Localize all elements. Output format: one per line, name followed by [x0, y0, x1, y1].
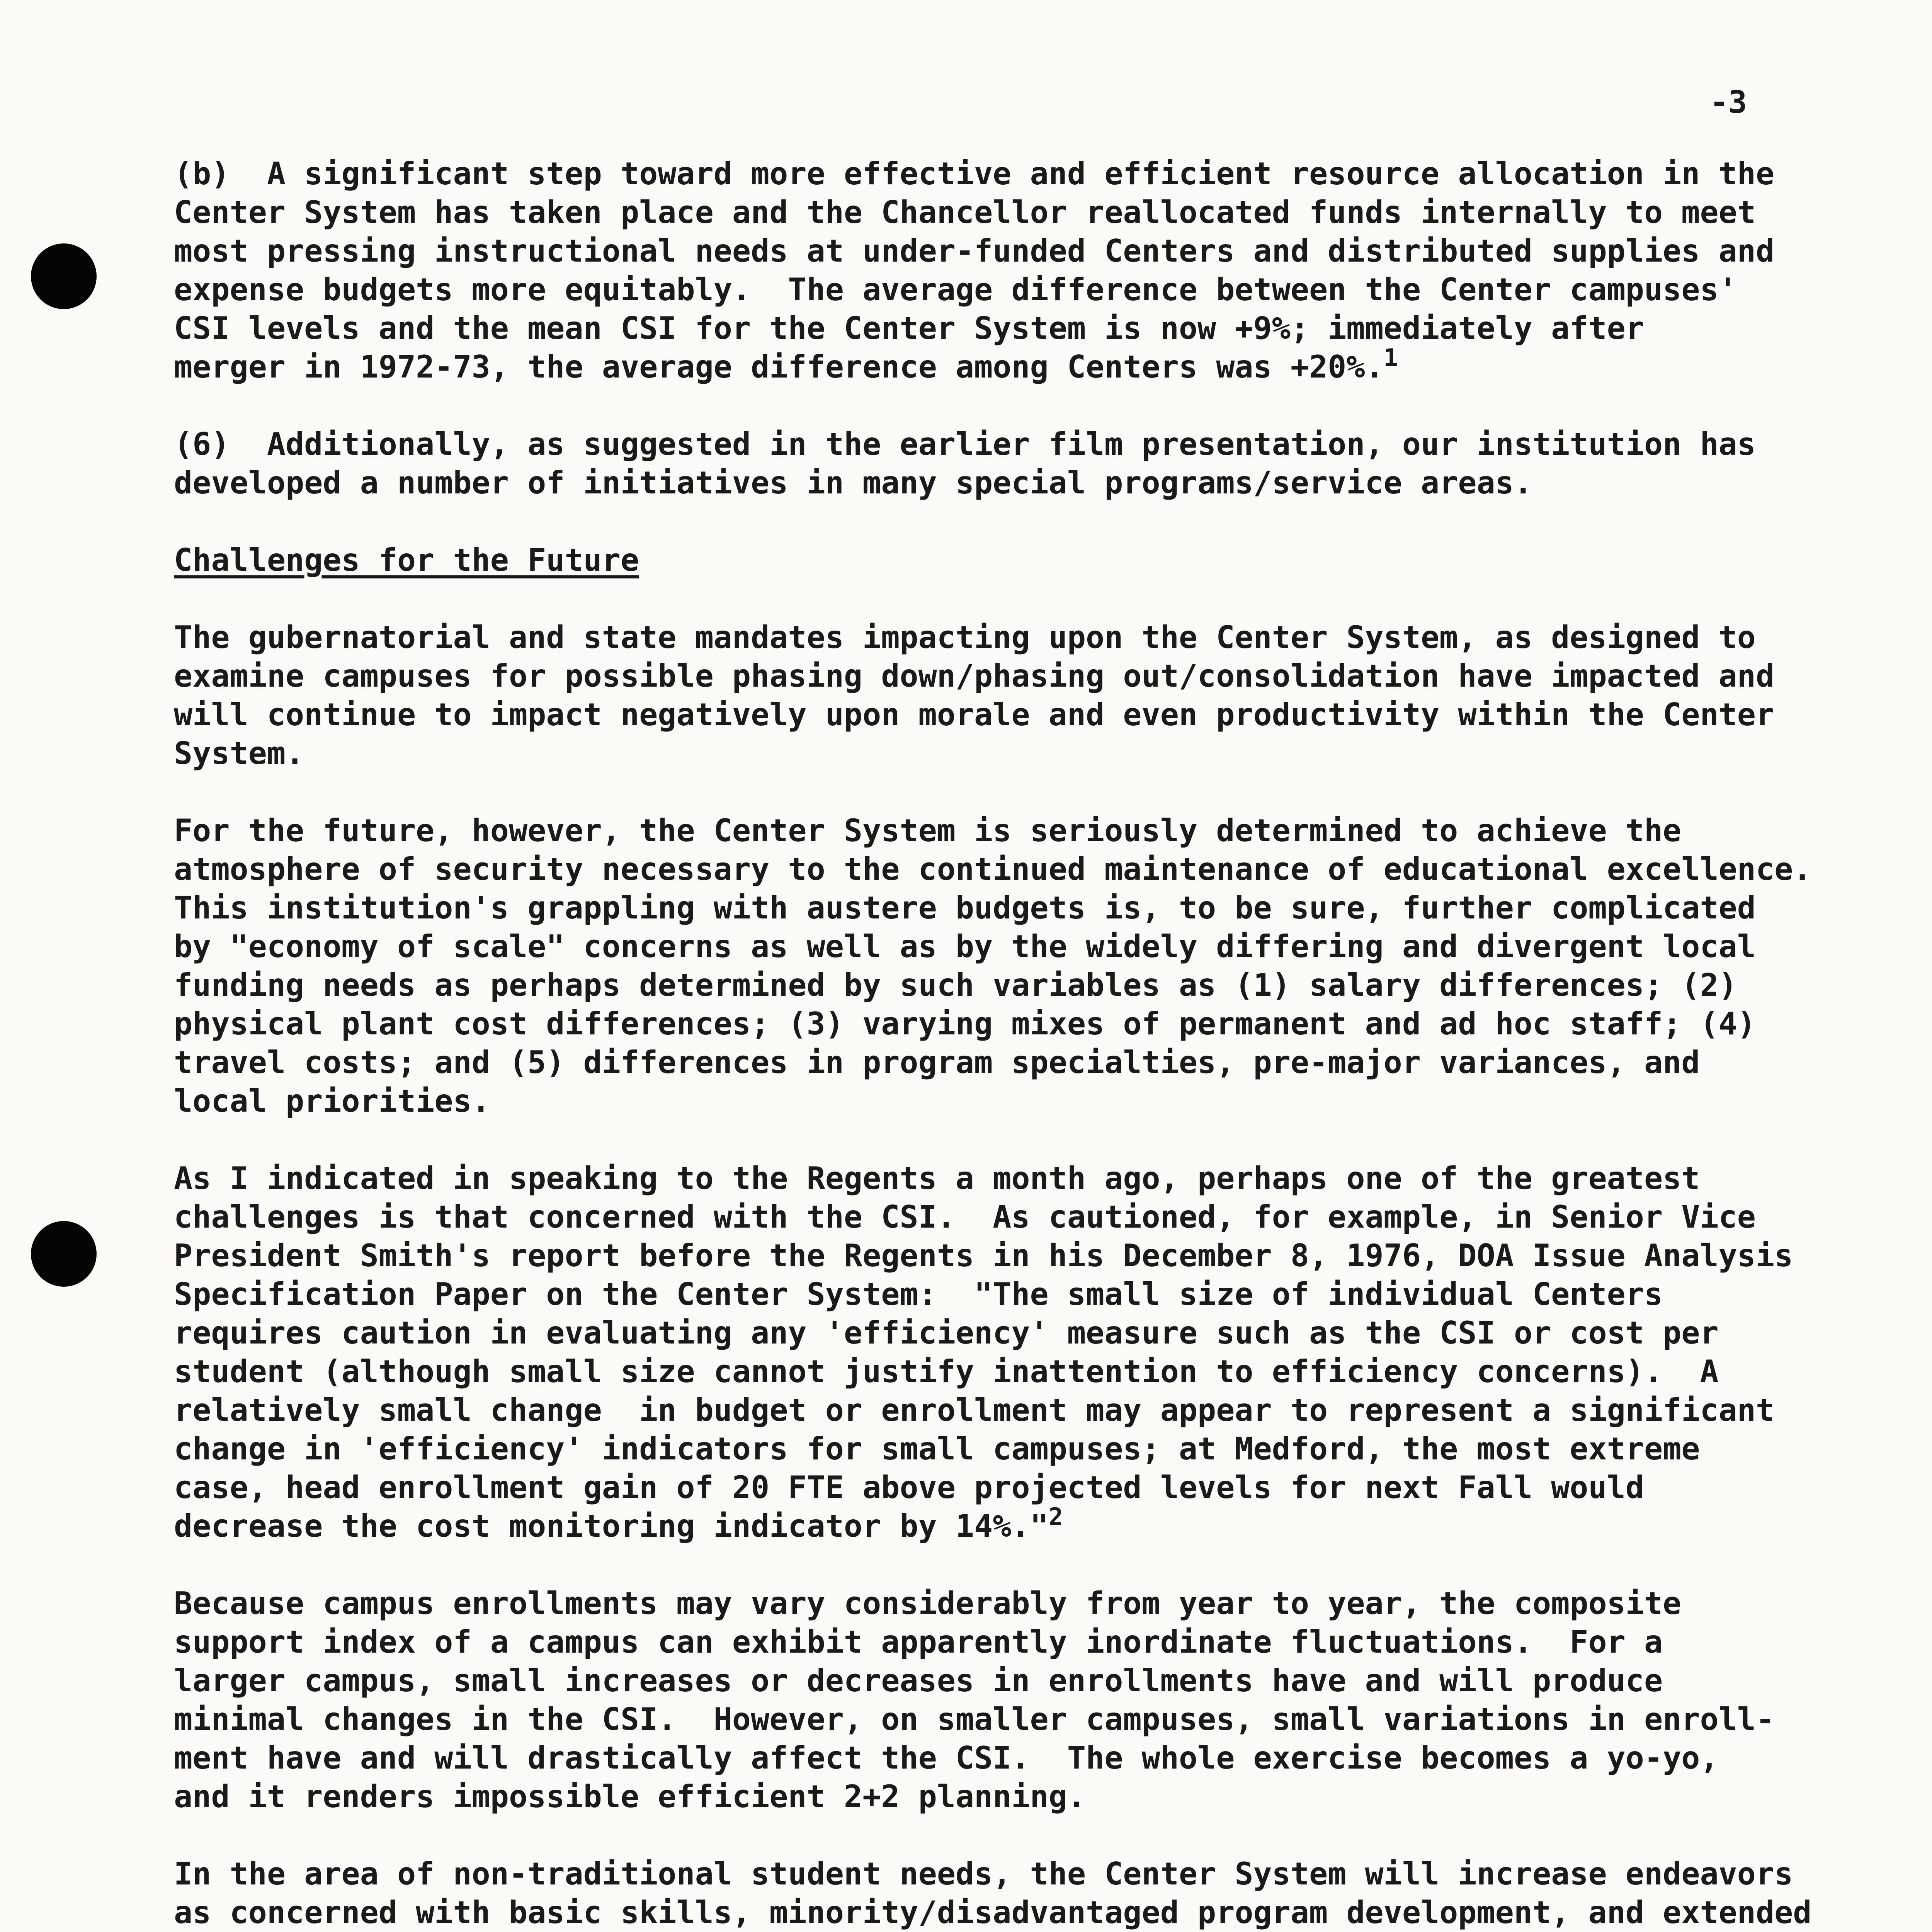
text-line: local priorities.: [174, 1083, 490, 1119]
section-heading-wrapper: [174, 541, 1889, 618]
text-line: Center System has taken place and the Chancellor reallocated funds internally to meet: [174, 194, 1756, 230]
text-line: relatively small change in budget or enrollment may appear to represent a significant: [174, 1392, 1775, 1428]
text-line: larger campus, small increases or decreases in enrollments have and will produce: [174, 1663, 1663, 1699]
paragraph-future-security: [174, 811, 1889, 1121]
punch-hole-middle: [31, 1221, 97, 1287]
paragraph-enrollment-fluctuations: [174, 1584, 1889, 1816]
text-line: This institution's grappling with austere budgets is, to be sure, further complicated: [174, 890, 1756, 926]
text-line: requires caution in evaluating any 'efficiency' measure such as the CSI or cost per: [174, 1315, 1719, 1351]
paragraph-6-initiatives: [174, 425, 1889, 502]
text-line: For the future, however, the Center System is seriously determined to achieve the: [174, 813, 1682, 849]
text-line: developed a number of initiatives in many special programs/service areas.: [174, 465, 1532, 501]
text-line: most pressing instructional needs at under-funded Centers and distributed supplies and: [174, 233, 1775, 269]
text-line: Because campus enrollments may vary considerably from year to year, the composite: [174, 1585, 1682, 1621]
page-number: -3: [1710, 84, 1747, 120]
text-line: and it renders impossible efficient 2+2 planning.: [174, 1779, 1086, 1815]
text-line: funding needs as perhaps determined by such variables as (1) salary differences; (2): [174, 967, 1737, 1003]
text-line: (6) Additionally, as suggested in the earlier film presentation, our institution has: [174, 426, 1756, 462]
text-line: In the area of non-traditional student needs, the Center System will increase endeavors: [174, 1856, 1793, 1892]
text-line: [174, 344, 1889, 386]
text-line: minimal changes in the CSI. However, on smaller campuses, small variations in enroll-: [174, 1701, 1775, 1737]
footnote-ref-2: 2: [1048, 1503, 1063, 1531]
paragraph-gubernatorial-mandates: [174, 618, 1889, 773]
text-line: (b) A significant step toward more effective and efficient resource allocation in the: [174, 156, 1775, 192]
text-line-content: decrease the cost monitoring indicator by 14%.": [174, 1508, 1049, 1544]
text-line: expense budgets more equitably. The average difference between the Center campuses': [174, 272, 1737, 308]
text-line: The gubernatorial and state mandates impacting upon the Center System, as designed to: [174, 619, 1756, 655]
section-heading: Challenges for the Future: [174, 542, 639, 578]
paragraph-non-traditional-students: [174, 1855, 1889, 1932]
text-line: change in 'efficiency' indicators for small campuses; at Medford, the most extreme: [174, 1431, 1700, 1467]
text-line: ment have and will drastically affect the CSI. The whole exercise becomes a yo-yo,: [174, 1740, 1719, 1776]
text-line: by "economy of scale" concerns as well as by the widely differing and divergent local: [174, 929, 1756, 964]
text-line: physical plant cost differences; (3) varying mixes of permanent and ad hoc staff; (4): [174, 1006, 1756, 1042]
text-line: case, head enrollment gain of 20 FTE above projected levels for next Fall would: [174, 1469, 1644, 1505]
paragraph-b-resource-allocation: [174, 155, 1889, 386]
text-line: Specification Paper on the Center System: "The small size of individual Centers: [174, 1276, 1663, 1312]
text-line: student (although small size cannot justify inattention to efficiency concerns). A: [174, 1354, 1719, 1389]
text-line-content: merger in 1972-73, the average difference among Centers was +20%.: [174, 349, 1384, 385]
text-line: as concerned with basic skills, minority/disadvantaged program development, and extended: [174, 1895, 1812, 1930]
document-body: [174, 155, 1889, 1932]
text-line: challenges is that concerned with the CSI. As cautioned, for example, in Senior Vice: [174, 1199, 1756, 1235]
text-line: As I indicated in speaking to the Regents a month ago, perhaps one of the greatest: [174, 1160, 1700, 1196]
text-line: support index of a campus can exhibit apparently inordinate fluctuations. For a: [174, 1624, 1663, 1660]
text-line: CSI levels and the mean CSI for the Center System is now +9%; immediately after: [174, 310, 1644, 346]
paragraph-csi-challenges: [174, 1159, 1889, 1546]
footnote-ref-1: 1: [1383, 344, 1398, 372]
text-line: travel costs; and (5) differences in program specialties, pre-major variances, and: [174, 1044, 1700, 1080]
text-line: [174, 1503, 1889, 1546]
punch-hole-top: [31, 243, 97, 309]
text-line: President Smith's report before the Regents in his December 8, 1976, DOA Issue Analysis: [174, 1238, 1793, 1274]
text-line: examine campuses for possible phasing down/phasing out/consolidation have impacted and: [174, 658, 1775, 694]
text-line: System.: [174, 735, 304, 771]
text-line: atmosphere of security necessary to the continued maintenance of educational excellence.: [174, 851, 1812, 887]
text-line: will continue to impact negatively upon morale and even productivity within the Center: [174, 697, 1775, 733]
